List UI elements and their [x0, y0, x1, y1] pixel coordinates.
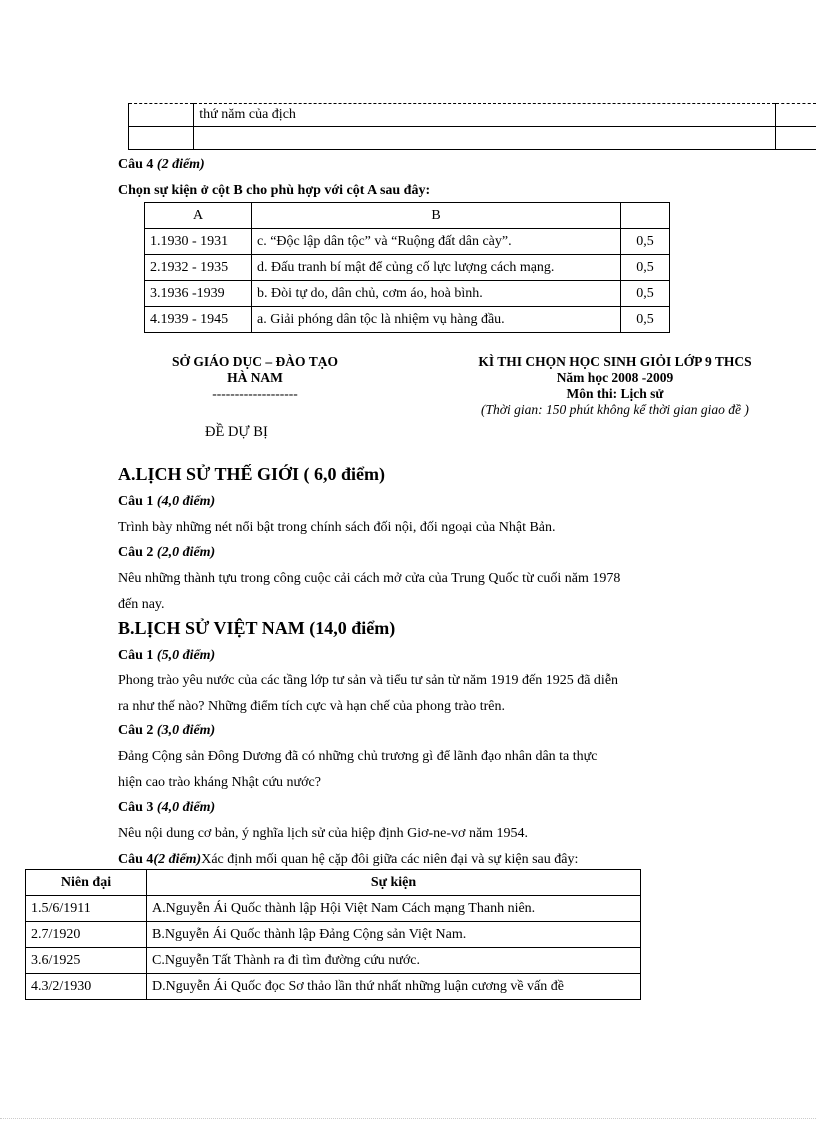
section-b-q1-text-2: ra như thế nào? Những điểm tích cực và hạn chế của phong trào trên. — [118, 699, 506, 714]
table-row: 4.1939 - 1945 a. Giải phóng dân tộc là nhiệm vụ hàng đầu. 0,5 — [145, 307, 670, 333]
q4-heading: Câu 4 (2 điểm) — [118, 157, 205, 172]
table-row: 1.5/6/1911 A.Nguyễn Ái Quốc thành lập Hội Việt Nam Cách mạng Thanh niên. — [26, 896, 641, 922]
dept-name: SỞ GIÁO DỤC – ĐÀO TẠO — [172, 354, 338, 369]
section-a-q2-heading: Câu 2 (2,0 điểm) — [118, 545, 216, 560]
section-a-q2-text-2: đến nay. — [118, 597, 165, 612]
header-left — [140, 354, 370, 402]
table-row: 3.1936 -1939 b. Đòi tự do, dân chủ, cơm áo, hoà bình. 0,5 — [145, 281, 670, 307]
q4-instruction: Chọn sự kiện ở cột B cho phù hợp với cột A sau đây: — [118, 183, 431, 198]
col-a-header: A — [145, 203, 252, 229]
section-b-title: B.LỊCH SỬ VIỆT NAM (14,0 điểm) — [118, 618, 396, 638]
section-a-q1-heading: Câu 1 (4,0 điểm) — [118, 494, 216, 509]
col-b-header: B — [252, 203, 621, 229]
exam-type: ĐỀ DỰ BỊ — [205, 424, 268, 440]
table-row: 4.3/2/1930 D.Nguyễn Ái Quốc đọc Sơ thảo lần thứ nhất những luận cương về vấn đề — [26, 974, 641, 1000]
section-b-q2-text-1: Đảng Cộng sản Đông Dương đã có những chủ trương gì để lãnh đạo nhân dân ta thực — [118, 749, 598, 764]
section-b-q1-text-1: Phong trào yêu nước của các tầng lớp tư sản và tiểu tư sản từ năm 1919 đến 1925 đã diễn — [118, 673, 619, 688]
table-row: 2.1932 - 1935 d. Đấu tranh bí mật để củng cố lực lượng cách mạng. 0,5 — [145, 255, 670, 281]
section-a-q1-text: Trình bày những nét nổi bật trong chính sách đối nội, đối ngoại của Nhật Bản. — [118, 520, 556, 535]
table-row — [129, 104, 816, 127]
time-note: (Thời gian: 150 phút không kể thời gian giao đề ) — [481, 402, 749, 417]
section-b-q1-heading: Câu 1 (5,0 điểm) — [118, 648, 216, 663]
table-row: 2.7/1920 B.Nguyễn Ái Quốc thành lập Đảng Cộng sản Việt Nam. — [26, 922, 641, 948]
q4-match-table — [144, 202, 670, 333]
province-name: HÀ NAM — [227, 370, 283, 385]
header-right — [450, 354, 780, 418]
col-event-header: Sự kiện — [147, 870, 641, 896]
exam-title: KÌ THI CHỌN HỌC SINH GIỎI LỚP 9 THCS — [478, 354, 752, 369]
section-b-q2-text-2: hiện cao trào kháng Nhật cứu nước? — [118, 775, 321, 790]
page-edge — [0, 1118, 816, 1119]
table-row — [129, 127, 816, 150]
section-b-q4-heading: Câu 4(2 điểm)Xác định mối quan hệ cặp đôi giữa các niên đại và sự kiện sau đây: — [118, 852, 579, 867]
section-b-q2-heading: Câu 2 (3,0 điểm) — [118, 723, 216, 738]
table-header-row — [145, 203, 670, 229]
table-row: 1.1930 - 1931 c. “Độc lập dân tộc” và “Ruộng đất dân cày”. 0,5 — [145, 229, 670, 255]
subject: Môn thi: Lịch sử — [566, 386, 664, 401]
school-year: Năm học 2008 -2009 — [556, 370, 674, 385]
fragment-cell: thứ năm của địch — [194, 104, 776, 127]
section-a-title: A.LỊCH SỬ THẾ GIỚI ( 6,0 điểm) — [118, 464, 386, 484]
table-header-row — [26, 870, 641, 896]
section-b-q3-text: Nêu nội dung cơ bản, ý nghĩa lịch sử của hiệp định Giơ-ne-vơ năm 1954. — [118, 826, 529, 841]
fragment-table — [128, 103, 816, 150]
section-b-q3-heading: Câu 3 (4,0 điểm) — [118, 800, 216, 815]
table-row: 3.6/1925 C.Nguyễn Tất Thành ra đi tìm đường cứu nước. — [26, 948, 641, 974]
header-separator: ------------------- — [212, 386, 298, 401]
section-a-q2-text-1: Nêu những thành tựu trong công cuộc cải cách mở cửa của Trung Quốc từ cuối năm 1978 — [118, 571, 621, 586]
section-b-q4-table — [25, 869, 641, 1000]
col-date-header: Niên đại — [26, 870, 147, 896]
